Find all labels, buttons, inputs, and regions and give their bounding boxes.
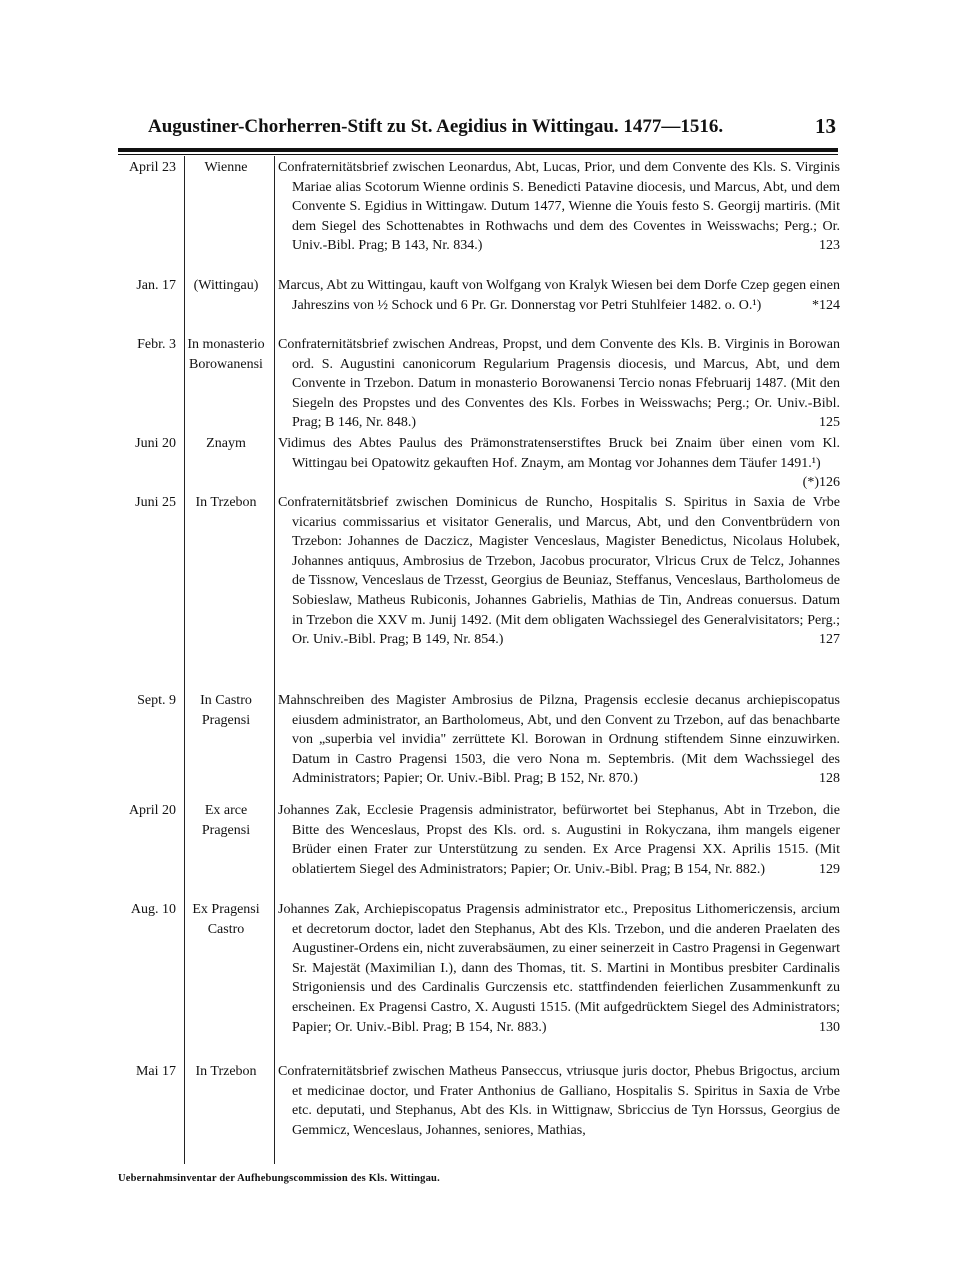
entries-list	[118, 158, 840, 1162]
entry-date: April 20	[128, 803, 176, 818]
entry-number: 123	[819, 238, 840, 254]
entry-131	[118, 1062, 840, 1162]
entry-place: In Trzebon	[195, 495, 257, 510]
entry-place: Znaym	[206, 436, 246, 451]
entry-number: 130	[819, 1019, 840, 1035]
entry-body	[272, 900, 840, 1062]
entry-text: Marcus, Abt zu Wittingau, kauft von Wolfgang von Kralyk Wiesen bei dem Dorfe Czep gegen einen Jahreszins von ½ Schock und 6 Pr. Gr. Donnerstag vor Petri Stuhlfeier 1482. o. O.¹)	[278, 278, 840, 313]
entry-place: (Wittingau)	[193, 278, 259, 293]
entry-date: Juni 25	[135, 495, 176, 510]
entry-date: Aug. 10	[130, 902, 176, 917]
entry-text: Johannes Zak, Archiepiscopatus Pragensis administrator etc., Prepositus Lithomericzensis, arcium et decretorum doctor, ladet den Stephanus, Abt des Kls. Trzebon, und die anderen Praelaten des Augustiner-Ordens ein, nicht zuverabsäumen, zu einer seinerzeit in Castro Pragensi in Gegenwart Sr. Majestät (Maximilian I.), dann des Thomas, tit. S. Martini in Montibus presbiter Cardinalis Strigoniensis und des Cardinalis Gurczensis etc. stattfindenden feierlichen Zusammenkunft zu erscheinen. Ex Pragensi Castro, X. Augusti 1515. (Mit aufgedrücktem Siegel des Administrators; Papier; Or. Univ.-Bibl. Prag; B 154, Nr. 883.)	[278, 902, 840, 1035]
entry-127	[118, 493, 840, 691]
entry-text: Confraternitätsbrief zwischen Matheus Panseccus, vtriusque juris doctor, Phebus Brigoctus, arcium et medicinae doctor, und Frater Anthonius de Galliano, Hospitalis S. Spiritus in Saxia de Vrbe etc. deputati, und Stephanus, Abt des Kls. in Wittignaw, Sbriccius de Tyn Horssus, Georgius de Gemmicz, Wenceslaus, Johannes, seniores, Mathias,	[278, 1064, 840, 1138]
entry-125	[118, 335, 840, 434]
entry-date: Mai 17	[135, 1064, 176, 1079]
entry-date: April 23	[128, 160, 176, 175]
entry-date: Sept. 9	[137, 693, 176, 708]
entry-place: In Castro Pragensi	[200, 693, 252, 728]
entry-text: Vidimus des Abtes Paulus des Prämonstratenserstiftes Bruck bei Znaim über einen vom Kl. Wittingau bei Opatowitz gekauften Hof. Znaym, am Montag vor Johannes dem Täufer 1491.¹)	[278, 436, 840, 471]
entry-129	[118, 801, 840, 900]
entry-body	[272, 158, 840, 276]
entry-body	[272, 434, 840, 493]
entry-123	[118, 158, 840, 276]
header-rule-thin	[118, 154, 838, 155]
entry-body	[272, 493, 840, 691]
entry-126	[118, 434, 840, 493]
running-title: Augustiner-Chorherren-Stift zu St. Aegidius in Wittingau. 1477—1516.	[148, 116, 724, 137]
header-rule-thick	[118, 148, 838, 152]
entry-place: Ex Pragensi Castro	[192, 902, 260, 937]
entry-130	[118, 900, 840, 1062]
entry-number: 125	[819, 415, 840, 431]
entry-place: Ex arce Pragensi	[201, 803, 251, 838]
entry-body	[272, 276, 840, 335]
entry-number: (*)126	[802, 475, 840, 491]
entry-place: In Trzebon	[195, 1064, 257, 1079]
entry-number: 127	[819, 632, 840, 648]
entry-date: Juni 20	[135, 436, 176, 451]
page-number: 13	[815, 114, 836, 138]
entry-body	[272, 691, 840, 801]
entry-number: 129	[819, 861, 840, 877]
page-header	[118, 114, 838, 148]
entry-place: Wienne	[204, 160, 248, 175]
entry-text: Confraternitätsbrief zwischen Leonardus, Abt, Lucas, Prior, und dem Convente des Kls. S. Virginis Mariae alias Scotorum Wienne ordinis S. Benedicti Patavine diocesis, und Marcus, Abt, und dem Convente S. Egidius in Wittingaw. Dutum 1477, Wienne die Youis festo S. Georgij martiris. (Mit dem Siegel des Schottenabtes in Rothwachs und dem des Coventes in Weisswachs; Perg.; Or. Univ.-Bibl. Prag; B 143, Nr. 834.)	[278, 160, 840, 254]
entry-text: Confraternitätsbrief zwischen Andreas, Propst, und dem Convente des Kls. B. Virginis in Borowan ord. S. Augustini canonicorum Regularium Pragensis diocesis, und Marcus, Abt, und dem Convente in Trzebon. Datum in monasterio Borowanensi Tercio nonas Ffebruarij 1487. (Mit den Siegeln des Propstes und des Conventes des Kls. Forbes in Weisswachs; Perg.; Or. Univ.-Bibl. Prag; B 146, Nr. 848.)	[278, 337, 840, 431]
entry-text: Mahnschreiben des Magister Ambrosius de Pilzna, Pragensis ecclesie decanus archiepiscopatus eiusdem administrator, an Bartholomeus, Abt, und den Convent zu Trzebon, auf das benachbarte von „superbia vel invidia" zerrüttete Kl. Borowan in Ordnung stiftendem Sinne einzuwirken. Datum in Castro Pragensi 1503, die vero Nona m. Septembris. (Mit dem Wachssiegel des Administrators; Papier; Or. Univ.-Bibl. Prag; B 152, Nr. 870.)	[278, 693, 840, 787]
entry-date: Jan. 17	[136, 278, 176, 293]
entry-number: 128	[819, 771, 840, 787]
entry-number: *124	[812, 297, 840, 313]
entry-text: Johannes Zak, Ecclesie Pragensis administrator, befürwortet bei Stephanus, Abt in Trzebon, die Bitte des Wenceslaus, Propst des Kls. ord. s. Augustini in Rokyczana, ihm mangels eigener Brüder einen Frater zur Unterstützung zu senden. Ex Arce Pragensi XX. Aprilis 1515. (Mit oblatiertem Siegel des Administrators; Papier; Or. Univ.-Bibl. Prag; B 154, Nr. 882.)	[278, 803, 840, 877]
footnote: Uebernahmsinventar der Aufhebungscommission des Kls. Wittingau.	[118, 1173, 440, 1184]
entry-128	[118, 691, 840, 801]
entry-124	[118, 276, 840, 335]
entry-date: Febr. 3	[137, 337, 176, 352]
entry-place: In monasterio Borowanensi	[187, 337, 265, 372]
entry-body	[272, 1062, 840, 1162]
entry-body	[272, 801, 840, 900]
entry-body	[272, 335, 840, 434]
entry-text: Confraternitätsbrief zwischen Dominicus de Runcho, Hospitalis S. Spiritus in Saxia de Vrbe vicarius commissarius et visitator Generalis, und Marcus, Abt, und den Conventbrüdern von Trzebon: Johannes de Daczicz, Magister Venceslaus, Magister Benedictus, Nicolaus Holubek, Johannes antiquus, Ambrosius de Trzebon, Jacobus procurator, Vlricus Crux de Telcz, Johannes de Tissnow, Venceslaus de Trzesst, Georgius de Beuniaz, Steffanus, Venceslaus, Bartholomeus de Sobieslaw, Matheus Rubiconis, Johannes Gabrielis, Mathias de Tin, Andreas conuersus. Datum in Trzebon die XXV m. Junij 1492. (Mit dem obligaten Wachssiegel des Generalvisitators; Perg.; Or. Univ.-Bibl. Prag; B 149, Nr. 854.)	[278, 495, 840, 648]
